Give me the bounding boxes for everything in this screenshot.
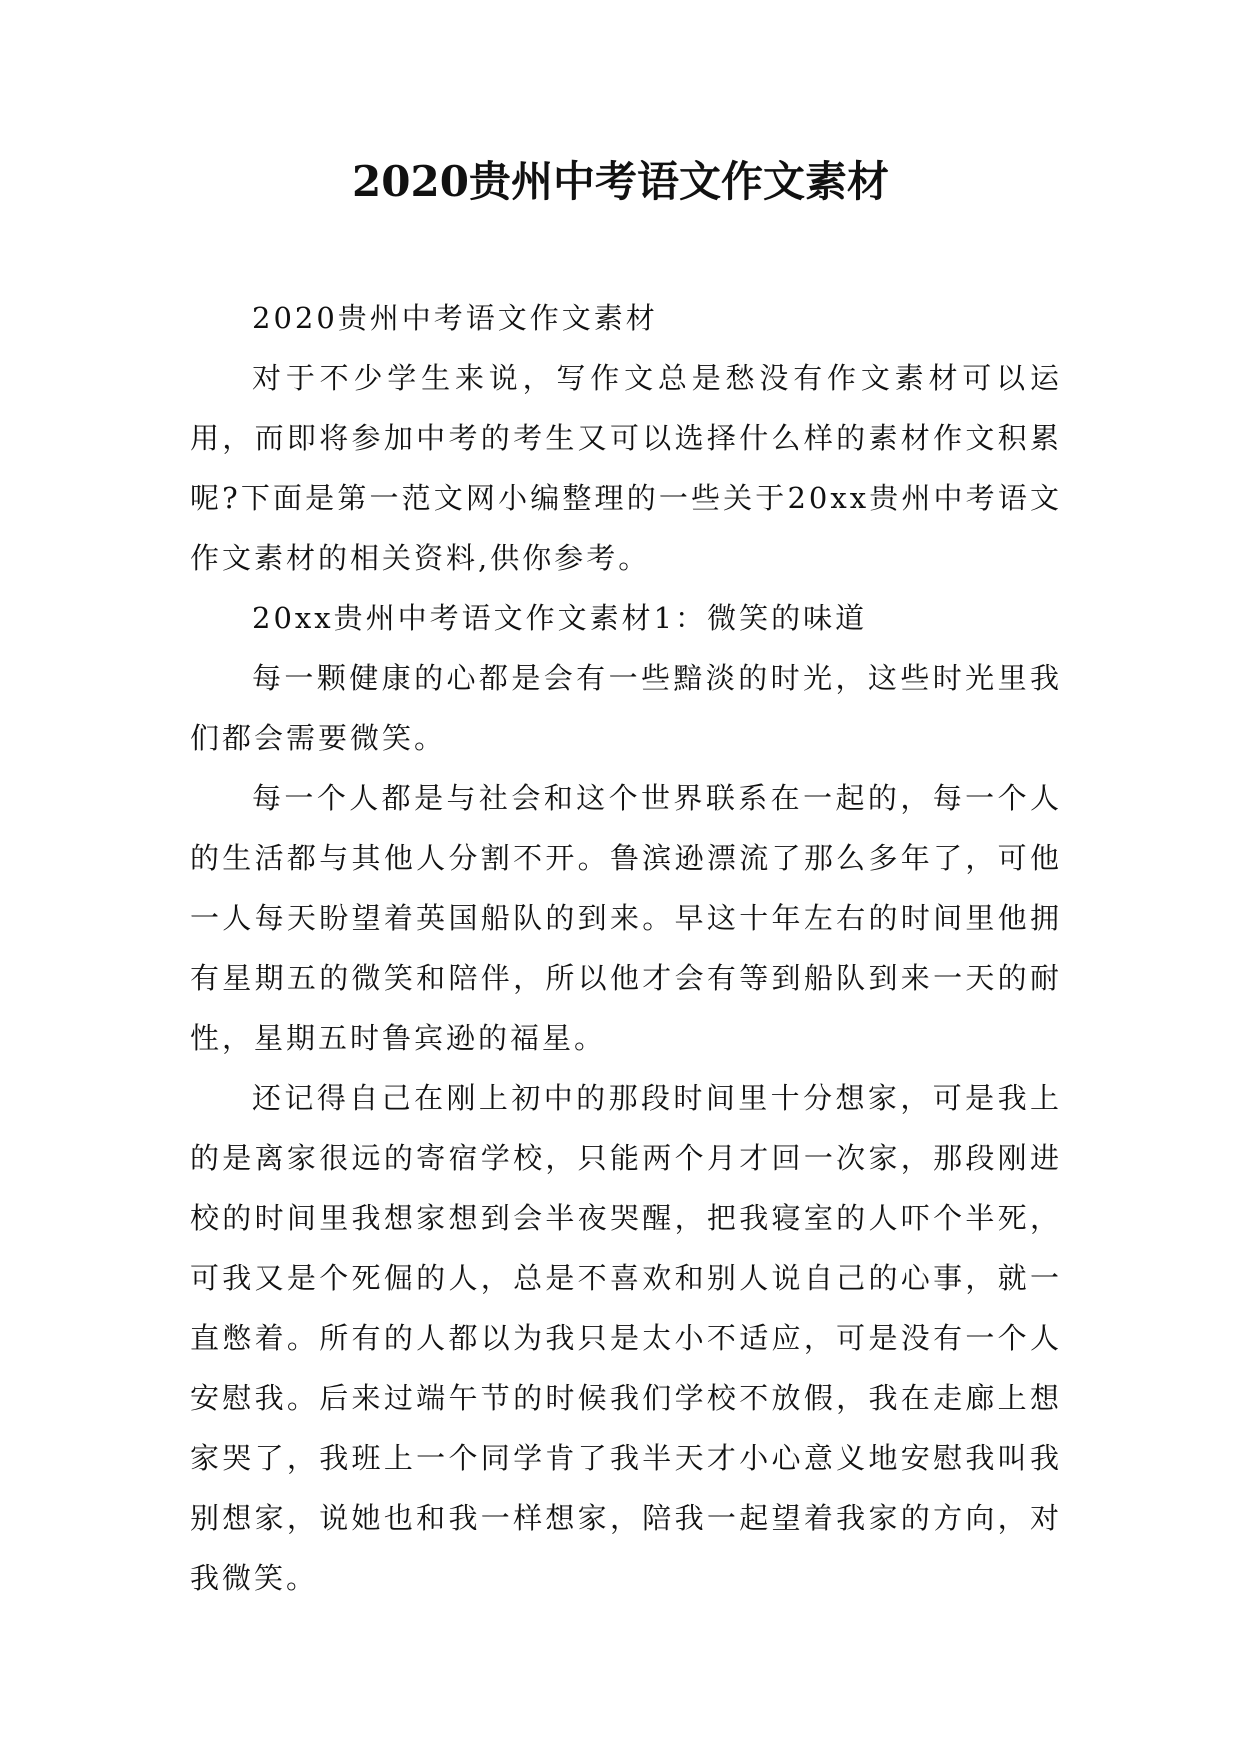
document-body [190, 288, 1062, 1608]
paragraph-body: 每一个人都是与社会和这个世界联系在一起的，每一个人的生活都与其他人分割不开。鲁滨逊漂流了那么多年了，可他一人每天盼望着英国船队的到来。早这十年左右的时间里他拥有星期五的微笑和陪伴，所以他才会有等到船队到来一天的耐性，星期五时鲁宾逊的福星。 [190, 781, 1062, 1055]
paragraph-subtitle: 2020贵州中考语文作文素材 [252, 301, 658, 335]
paragraph-section-heading: 20xx贵州中考语文作文素材1：微笑的味道 [252, 601, 868, 635]
paragraph-body: 还记得自己在刚上初中的那段时间里十分想家，可是我上的是离家很远的寄宿学校，只能两个月才回一次家，那段刚进校的时间里我想家想到会半夜哭醒，把我寝室的人吓个半死，可我又是个死倔的人，总是不喜欢和别人说自己的心事，就一直憋着。所有的人都以为我只是太小不适应，可是没有一个人安慰我。后来过端午节的时候我们学校不放假，我在走廊上想家哭了，我班上一个同学肯了我半天才小心意义地安慰我叫我别想家，说她也和我一样想家，陪我一起望着我家的方向，对我微笑。 [190, 1081, 1062, 1595]
paragraph-body: 每一颗健康的心都是会有一些黯淡的时光，这些时光里我们都会需要微笑。 [190, 661, 1062, 755]
paragraph-intro: 对于不少学生来说，写作文总是愁没有作文素材可以运用，而即将参加中考的考生又可以选择什么样的素材作文积累呢?下面是第一范文网小编整理的一些关于20xx贵州中考语文作文素材的相关资料,供你参考。 [190, 361, 1062, 575]
document-title: 2020贵州中考语文作文素材 [352, 157, 889, 206]
